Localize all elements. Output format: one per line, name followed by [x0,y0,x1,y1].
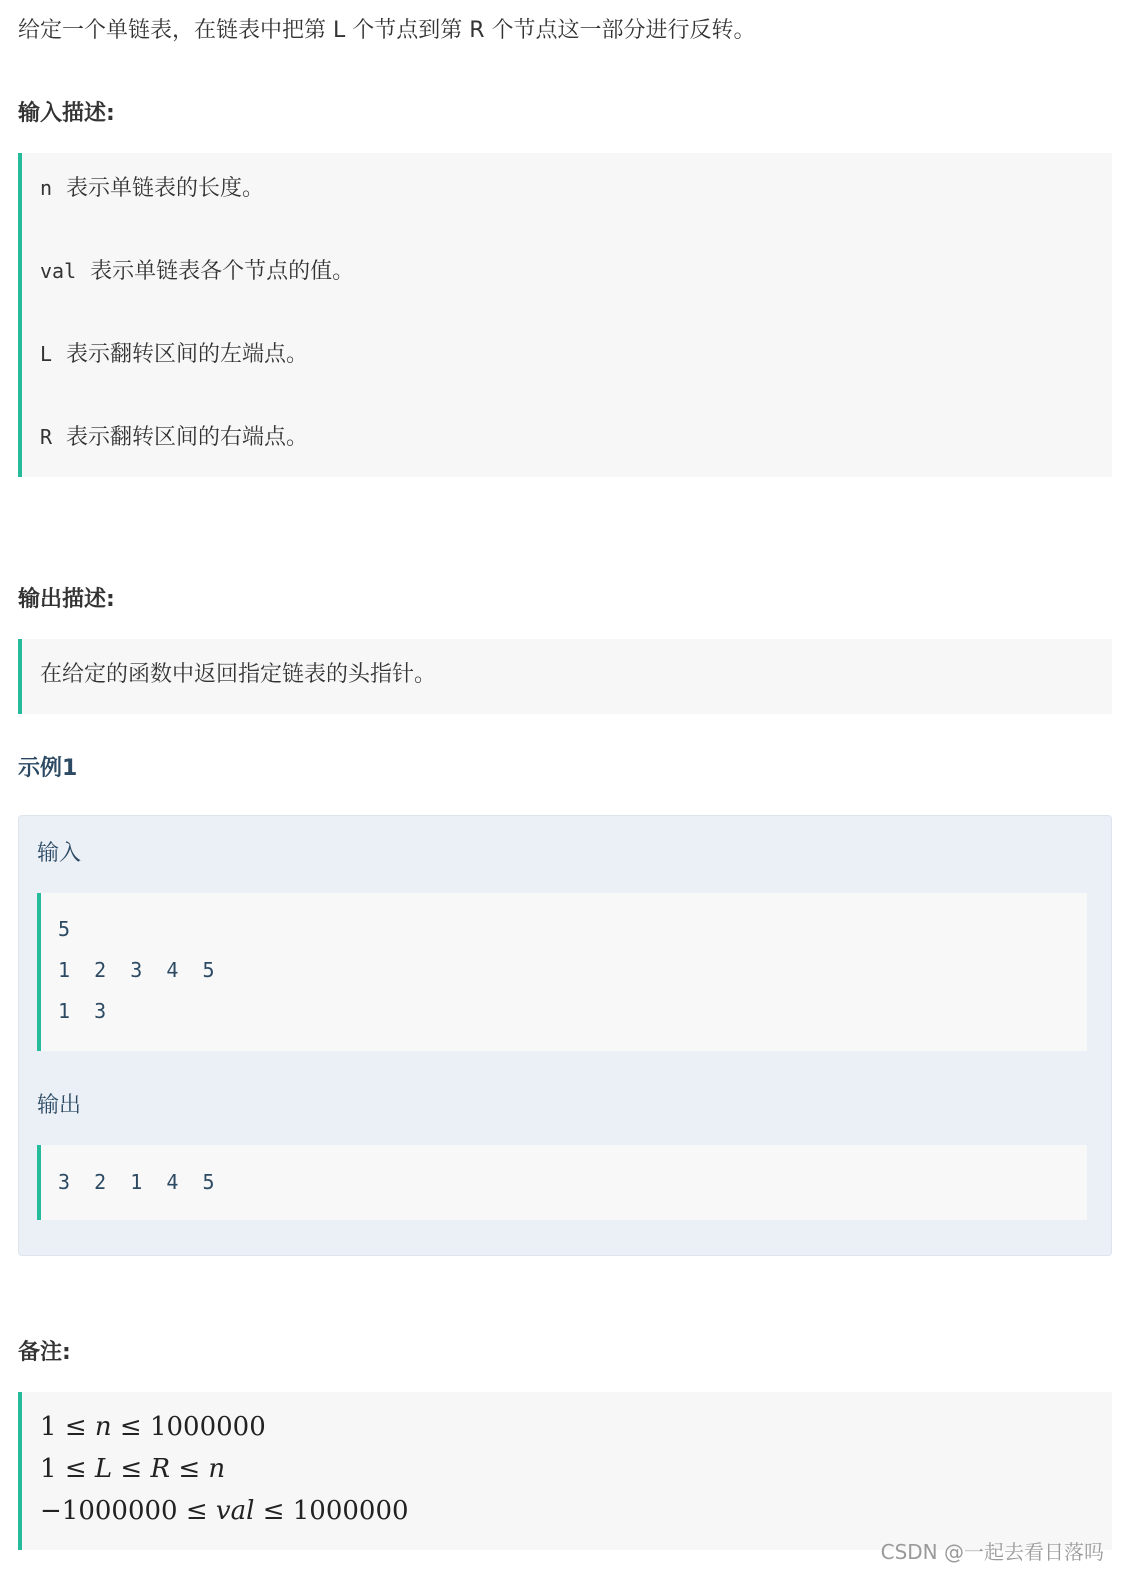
input-description-block [18,153,1112,477]
input-desc-item-l: L 表示翻转区间的左端点。 [40,342,309,367]
example-box [18,815,1112,1256]
example-heading: 示例1 [18,756,78,781]
output-description-text: 在给定的函数中返回指定链表的头指针。 [40,662,437,687]
example-input-label: 输入 [37,841,82,866]
example-output-code [37,1145,1087,1220]
csdn-watermark: CSDN @一起去看日落吗 [880,1540,1104,1564]
code-line: 1 3 [58,999,107,1023]
inline-code: n [40,176,53,200]
example-output-label: 输出 [37,1093,82,1118]
output-description-heading: 输出描述: [18,587,115,612]
example-input-code [37,893,1087,1051]
inline-code: val [40,259,77,283]
output-description-block [18,639,1112,714]
notes-heading: 备注: [18,1340,71,1365]
problem-statement: 给定一个单链表，在链表中把第 L 个节点到第 R 个节点这一部分进行反转。 [18,18,756,43]
input-desc-item-n: n 表示单链表的长度。 [40,176,265,201]
input-desc-item-val: val 表示单链表各个节点的值。 [40,259,355,284]
code-line: 3 2 1 4 5 [58,1170,215,1194]
constraint-val: −1000000 ≤ val ≤ 1000000 [40,1496,409,1526]
constraint-n: 1 ≤ n ≤ 1000000 [40,1412,266,1442]
inline-code: R [40,425,53,449]
inline-code: L [40,342,53,366]
constraint-l-r: 1 ≤ L ≤ R ≤ n [40,1454,226,1484]
code-line: 1 2 3 4 5 [58,958,215,982]
input-desc-item-r: R 表示翻转区间的右端点。 [40,425,309,450]
notes-block [18,1392,1112,1550]
input-description-heading: 输入描述: [18,101,115,126]
code-line: 5 [58,917,71,941]
